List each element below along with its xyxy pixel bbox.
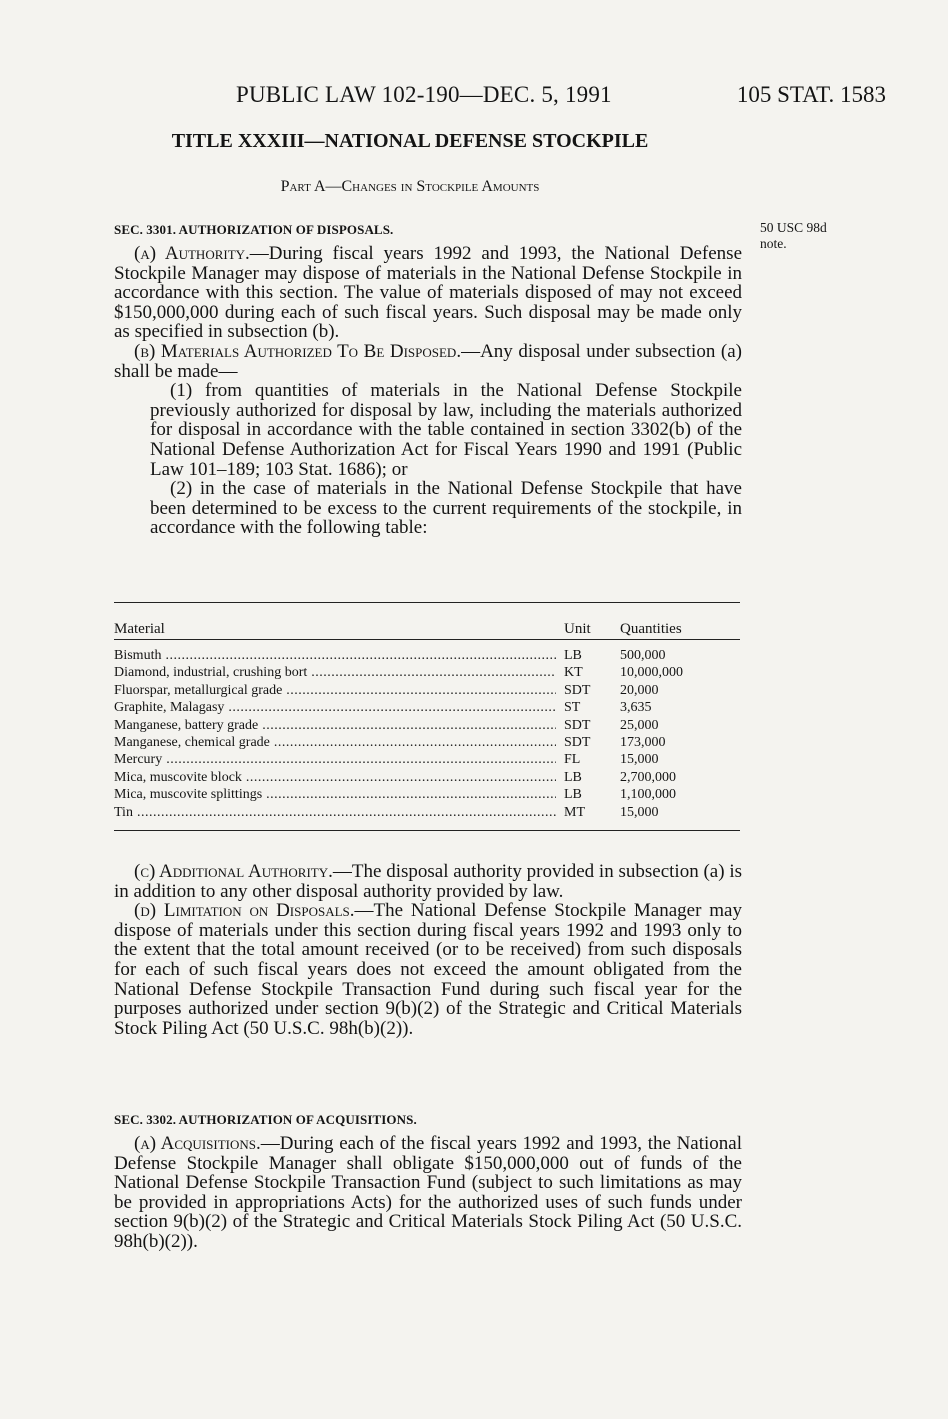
table-cell-material: Fluorspar, metallurgical grade ..... xyxy=(114,683,556,699)
table-cell-unit: LB xyxy=(564,648,582,663)
materials-table xyxy=(114,602,740,831)
subsection-b xyxy=(114,342,742,381)
title-heading: TITLE XXXIII—NATIONAL DEFENSE STOCKPILE xyxy=(171,130,649,152)
section-3301-body-bottom xyxy=(114,862,742,1038)
subsection-b-text: —Any disposal under subsection (a) shall be made— xyxy=(114,340,742,382)
table-cell-material: Diamond, industrial, crushing bort ..... xyxy=(114,665,556,681)
subsection-a xyxy=(114,244,742,342)
running-head xyxy=(0,82,948,116)
table-cell-quantity: 3,635 xyxy=(620,700,652,716)
table-row xyxy=(114,735,740,752)
section-3302-subsection-a xyxy=(114,1134,742,1252)
table-cell-quantity: 1,100,000 xyxy=(620,787,676,803)
table-cell-unit: SDT xyxy=(564,717,591,733)
paragraph-b1: (1) from quantities of materials in the National Defense Stockpile previously authorized for disposal by law, including the materials authorized for disposal in accordance with the table contained in section 3302(b) of the National Defense Authorization Act for Fiscal Years 1990 and 1991 (Public Law 101–189; 103 Stat. 1686); or xyxy=(150,380,742,480)
table-row xyxy=(114,787,740,804)
section-3302-a-text: —During each of the fiscal years 1992 and 1993, the National Defense Stockpile Manager shall obligate $150,000,000 out of funds of the National Defense Stockpile Transaction Fund (subject to such limitations as may be provided in appropriations Acts) for the authorized uses of such funds under section 9(b)(2) of the Strategic and Critical Materials Stock Piling Act (50 U.S.C. 98h(b)(2)). xyxy=(114,1133,742,1252)
table-cell-material: Bismuth ..... xyxy=(114,648,556,664)
subsection-b-label: (b) Materials Authorized To Be Disposed. xyxy=(134,340,462,362)
section-3301-heading: SEC. 3301. AUTHORIZATION OF DISPOSALS. xyxy=(114,222,394,237)
table-cell-quantity: 15,000 xyxy=(620,804,659,820)
part-heading: Part A—Changes in Stockpile Amounts xyxy=(280,178,540,195)
column-header-unit: Unit xyxy=(564,621,591,637)
subsection-d-text: —The National Defense Stockpile Manager may dispose of materials under this section during fiscal years 1992 and 1993 only to the extent that the total amount received (or to be received) from such disposals for each of such fiscal years does not exceed the amount obligated from the National Defense Stockpile Transaction Fund during such fiscal year for the purposes authorized under section 9(b)(2) of the Strategic and Critical Materials Stock Piling Act (50 U.S.C. 98h(b)(2)). xyxy=(114,900,742,1039)
table-cell-unit: LB xyxy=(564,787,582,803)
table-cell-quantity: 15,000 xyxy=(620,752,659,768)
table-cell-quantity: 173,000 xyxy=(620,734,666,750)
table-header xyxy=(114,603,740,639)
table-cell-material: Mercury ..... xyxy=(114,752,556,768)
table-cell-unit: ST xyxy=(564,700,581,716)
page-reference: 105 STAT. 1583 xyxy=(736,82,886,107)
table-cell-unit: SDT xyxy=(564,682,591,698)
table-row xyxy=(114,683,740,700)
paragraph-b2: (2) in the case of materials in the National Defense Stockpile that have been determined to be excess to the current requirements of the stockpile, in accordance with the following table: xyxy=(150,478,742,539)
table-cell-material: Graphite, Malagasy ..... xyxy=(114,700,556,716)
subsection-a-text: —During fiscal years 1992 and 1993, the National Defense Stockpile Manager may dispose of materials in the National Defense Stockpile in accordance with this section. The value of materials disposed of may not exceed $150,000,000 during each of such fiscal years. Such disposal may be made only as specified in subsection (b). xyxy=(114,243,743,343)
table-cell-quantity: 10,000,000 xyxy=(620,665,683,681)
table-cell-material: Manganese, battery grade ..... xyxy=(114,718,556,734)
table-row xyxy=(114,770,740,787)
table-cell-material: Mica, muscovite block ..... xyxy=(114,770,556,786)
margin-note xyxy=(760,220,870,252)
table-cell-unit: FL xyxy=(564,752,581,768)
section-3301-body-top xyxy=(114,244,742,538)
table-cell-unit: KT xyxy=(564,665,583,681)
table-body xyxy=(114,640,740,822)
table-row xyxy=(114,665,740,682)
table-row xyxy=(114,752,740,769)
subsection-c-text: —The disposal authority provided in subsection (a) is in addition to any other disposal authority provided by law. xyxy=(114,861,742,902)
table-cell-unit: MT xyxy=(564,804,585,820)
column-header-material: Material xyxy=(114,621,165,637)
table-cell-material: Tin ..... xyxy=(114,805,556,821)
subsection-a-label: (a) Authority. xyxy=(134,243,250,264)
table-cell-unit: SDT xyxy=(564,734,591,750)
table-cell-quantity: 500,000 xyxy=(620,648,666,663)
table-cell-unit: LB xyxy=(564,769,582,785)
table-cell-quantity: 2,700,000 xyxy=(620,769,676,785)
table-cell-quantity: 25,000 xyxy=(620,717,659,733)
section-3302-body xyxy=(114,1134,742,1252)
table-cell-material: Mica, muscovite splittings ..... xyxy=(114,787,556,803)
margin-note-citation: 50 USC 98d xyxy=(760,220,827,235)
table-bottom-rule xyxy=(114,830,740,831)
table-row xyxy=(114,805,740,822)
subsection-c-label: (c) Additional Authority. xyxy=(134,861,333,882)
subsection-c xyxy=(114,862,742,901)
subsection-d-label: (d) Limitation on Disposals. xyxy=(134,900,355,922)
subsection-d xyxy=(114,901,742,1038)
margin-note-suffix: note. xyxy=(760,236,787,251)
table-row xyxy=(114,700,740,717)
section-3302-a-label: (a) Acquisitions. xyxy=(134,1133,261,1154)
section-3302-heading: SEC. 3302. AUTHORIZATION OF ACQUISITIONS. xyxy=(114,1112,417,1127)
table-cell-quantity: 20,000 xyxy=(620,682,659,698)
column-header-quantities: Quantities xyxy=(620,621,682,637)
table-row xyxy=(114,718,740,735)
running-title: PUBLIC LAW 102-190—DEC. 5, 1991 xyxy=(236,82,612,107)
table-row xyxy=(114,648,740,665)
table-cell-material: Manganese, chemical grade ..... xyxy=(114,735,556,751)
